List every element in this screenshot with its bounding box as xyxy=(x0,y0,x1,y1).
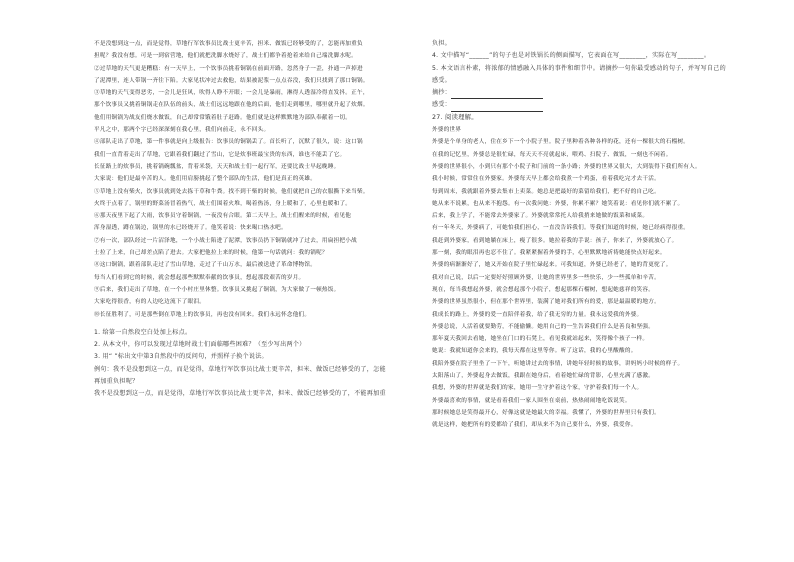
story-line: 我赶到外婆家，看到她躺在床上，瘦了很多。她拉着我的手说：孩子，你来了，外婆就放心了。 xyxy=(432,237,678,244)
passage-line: 了泥潭里，连人带锅一齐往下陷。大家见状冲过去救他，结果被泥浆一点点吞没，我们只找到了那口铜锅。 xyxy=(94,77,369,84)
left-passage xyxy=(94,38,434,321)
passage-line: ④部队走出了草地，第一件事就是向上级报告：饮事员的铜锅丢了。首长听了，沉默了很久，说：这口锅 xyxy=(94,139,363,146)
story-line: 我对自己说，以后一定要好好照顾外婆，让她的世界里多一些快乐，少一些孤单和辛苦。 xyxy=(432,274,660,281)
question-line: 再加重负担呢？ xyxy=(94,378,139,386)
passage-line: ⑩长征胜利了，可是那些倒在草地上的饮事员，再也没有回来。我们永远怀念他们。 xyxy=(94,311,311,318)
feeling-line xyxy=(432,99,772,111)
question-line: 3. 用“ ”标出文中第3自然段中的反问句，并照样子换个说法。 xyxy=(94,353,268,361)
question-line: 感受。 xyxy=(432,76,452,84)
passage-line: 火终于点着了，锅里的野菜汤冒着热气，战士们围着火堆，喝着热汤，身上暖和了，心里也暖和了。 xyxy=(94,200,352,207)
passage-line: 担呢？我没有想。可是一到宿营地，他们就把洗脚水烧好了，战士们都争着抢着来给自己端洗脚水呢。 xyxy=(94,53,357,60)
feeling-label: 感受： xyxy=(432,101,452,109)
story-line: 我想，外婆的世界就是我们的家，她用一生守护着这个家，守护着我们每一个人。 xyxy=(432,385,643,392)
passage-line: 大家说：他们是最辛苦的人。他们用肩膀挑起了整个部队的生活，他们是真正的英雄。 xyxy=(94,176,317,183)
passage-line: 不是没想到这一点，而是觉得，草地行军饮事员比战士更辛苦，担米、做饭已经够受的了，怎能再加重负 xyxy=(94,41,363,47)
passage-line: ⑥那天夜里下起了大雨，饮事员守着铜锅，一夜没有合眼。第二天早上，战士们醒来的时候，看见他 xyxy=(94,213,352,220)
passage-line: 他们用铜锅为战友们烧水做饭，自己却常常饿着肚子赶路。他们就是这样默默地为部队奉献着一切。 xyxy=(94,114,352,121)
story-passage xyxy=(432,136,772,431)
passage-line: 大家吃得很香，有的人边吃边流下了眼泪。 xyxy=(94,299,206,306)
question-line: 负担。 xyxy=(432,40,452,47)
story-line: 有一年冬天，外婆病了，可她怕我们担心，一直没告诉我们。等我们知道的时候，她已经病得很重。 xyxy=(432,225,690,232)
story-line: 后来，我上学了，不能常去外婆家了。外婆就常常托人给我捎来她做的饭菜和咸菜。 xyxy=(432,213,649,220)
excerpt-label: 摘抄： xyxy=(432,89,452,97)
passage-line: 士拉了上来，自己却差点陷了进去。大家把他拉上来的时候，他第一句话就问：我的锅呢？ xyxy=(94,250,328,257)
story-line: 在我的记忆里，外婆总是很忙碌，每天天不亮就起床，喂鸡、扫院子、做饭，一刻也不闲着。 xyxy=(432,151,672,158)
question-line: 1. 给第一自然段空白处加上标点。 xyxy=(94,328,192,336)
story-line: 现在，每当我想起外婆，就会想起那个小院子，想起那棵石榴树，想起她慈祥的笑容。 xyxy=(432,286,655,293)
story-line: 外婆的世界很小，小到只有那个小院子和门前的一条小路；外婆的世界又很大，大到装得下我们所有人。 xyxy=(432,163,701,170)
question-line: 5. 本文语言朴素，将浓郁的情感融入具体的事件和细节中。请摘抄一句你最受感动的句子，并写写自己的 xyxy=(432,64,726,72)
story-line: 外婆总说，人活着就要勤劳，不能偷懒。她用自己的一生告诉我们什么是善良和坚强。 xyxy=(432,323,655,330)
story-line: 我成长的路上，外婆的爱一直陪伴着我，给了我无穷的力量。我永远爱我的外婆。 xyxy=(432,311,643,318)
story-line: 每到周末，我就跟着外婆去集市上卖菜。她总是把最好的菜留给我们，把不好的自己吃。 xyxy=(432,188,660,195)
question-list xyxy=(94,327,434,401)
story-line: 外婆的病渐渐好了，她又开始在院子里忙碌起来。可我知道，外婆已经老了，她的背更驼了。 xyxy=(432,262,672,269)
passage-line: 我们一直背着走出了草地，它跟着我们翻过了雪山，它是炊事班最宝贵的东西，谁也不能丢了它。 xyxy=(94,151,346,158)
story-line: 就是这样，她把所有的爱都给了我们，却从来不为自己要什么，外婆，我爱你。 xyxy=(432,422,637,429)
story-line: 我陪外婆在院子里坐了一下午，听她讲过去的事情，讲她年轻时候的故事，讲妈妈小时候的样子。 xyxy=(432,360,684,367)
passage-line: 平凡之中，那两个字已经深深刻在我心里，我们向前走，永不回头。 xyxy=(94,127,270,134)
passage-line: 那个饮事员又挑着铜锅走在队伍的前头，战士们远远地跟在他的后面，他们走到哪里，哪里就升起了炊烟。 xyxy=(94,102,369,109)
story-line: 那时候她总是笑得最开心，好像这就是她最大的幸福。我懂了，外婆的世界里只有我们。 xyxy=(432,409,660,416)
passage-line: ②过草地的天气更是糟糕：有一天早上，一个饮事员挑着铜锅在前面开路，忽然身子一歪，扑通一声掉进 xyxy=(94,65,363,72)
left-column xyxy=(94,38,434,401)
passage-line: 浑身湿透，蹲在锅边，锅里的水已经烧开了。他笑着说：快来喝口热水吧。 xyxy=(94,225,287,232)
right-questions xyxy=(432,38,772,87)
passage-line: ⑧这口铜锅，跟着部队走过了雪山草地，走过了千山万水，最后被送进了革命博物馆。 xyxy=(94,262,317,269)
story-line: 外婆是个单身的老人，住在乡下一个小院子里。院子里种着各种各样的花，还有一棵很大的石榴树。 xyxy=(432,139,690,146)
story-line: 我小时候，常常住在外婆家。外婆每天早上都会给我煮一个鸡蛋，看着我吃完才去干活。 xyxy=(432,176,660,183)
passage-line: ⑤草地上没有柴火，饮事员就到处去拣干草和牛粪。找不到干柴的时候，他们就把自己的衣服撕下来当柴。 xyxy=(94,188,369,195)
story-line: 她从来不说累，也从来不抱怨。有一次我问她：外婆，你累不累？她笑着说：看见你们就不累了。 xyxy=(432,200,684,207)
question-line: 例句：我不是没想到这一点，而是觉得，草地行军饮事员比战士更辛苦，担米、做饭已经够受的了，怎能 xyxy=(94,365,386,373)
story-line: 太阳落山了，外婆起身去做饭，我跟在她身后，看着她忙碌的背影，心里充满了感激。 xyxy=(432,373,655,380)
passage-line: ③草地的天气变得恶劣，一会儿是狂风，吹得人睁不开眼；一会儿是暴雨，淋得人透湿冷得直发抖。正午， xyxy=(94,90,369,97)
story-line: 她说：我就知道你会来的，我每天都在这里等你。听了这话，我的心里酸酸的。 xyxy=(432,348,637,355)
question-line: 2. 从本文中，你可以发现过草地时战士们面临哪些困难？（至少写出两个） xyxy=(94,341,306,349)
section-title: 27. 阅读理解。 xyxy=(432,113,478,121)
question-line: 我不是没想到这一点，而是觉得，草地行军饮事员比战士更辛苦，担米、做饭已经够受的了，不能再加重 xyxy=(94,390,386,398)
feeling-answer-field[interactable] xyxy=(451,103,543,112)
story-line: 外婆最喜欢的事情，就是看着我们一家人围坐在桌前，热热闹闹地吃饭说笑。 xyxy=(432,397,631,404)
story-line: 外婆的世界虽然很小，但在那个世界里，装满了她对我们所有的爱，那是最温暖的地方。 xyxy=(432,299,660,306)
passage-line: 长征路上的炊事员，挑着锅碗瓢盆，背着米袋，天天和战士们一起行军，还要比战士早起晚睡。 xyxy=(94,163,340,170)
passage-line: ⑦有一次，部队经过一片沼泽地，一个小战士陷进了泥潭，饮事员扔下铜锅就冲了过去，用扁担把小战 xyxy=(94,237,357,244)
story-line: 那年夏天我回去看她，她坐在门口的石凳上，看见我就站起来，笑得像个孩子一样。 xyxy=(432,336,649,343)
right-column xyxy=(432,38,772,432)
excerpt-answer-field[interactable] xyxy=(451,90,543,99)
story-title: 外婆的世界 xyxy=(432,127,462,134)
story-line: 那一刻，我的眼泪再也忍不住了。我紧紧握着外婆的手，心里默默地祈祷她能快点好起来。 xyxy=(432,250,666,257)
question-line: 4. 文中描写“______”的句子也是对铁锅长的侧面描写，它表面在写________，实际在写________。 xyxy=(432,52,711,60)
passage-line: 每当人们看到它的时候，就会想起那些默默奉献的饮事员，想起那段艰苦的岁月。 xyxy=(94,274,305,281)
excerpt-line xyxy=(432,87,772,99)
passage-line: ⑨后来，我们走出了草地，在一个小村庄里休整。饮事员又挑起了铜锅，为大家做了一顿热饭。 xyxy=(94,286,340,293)
